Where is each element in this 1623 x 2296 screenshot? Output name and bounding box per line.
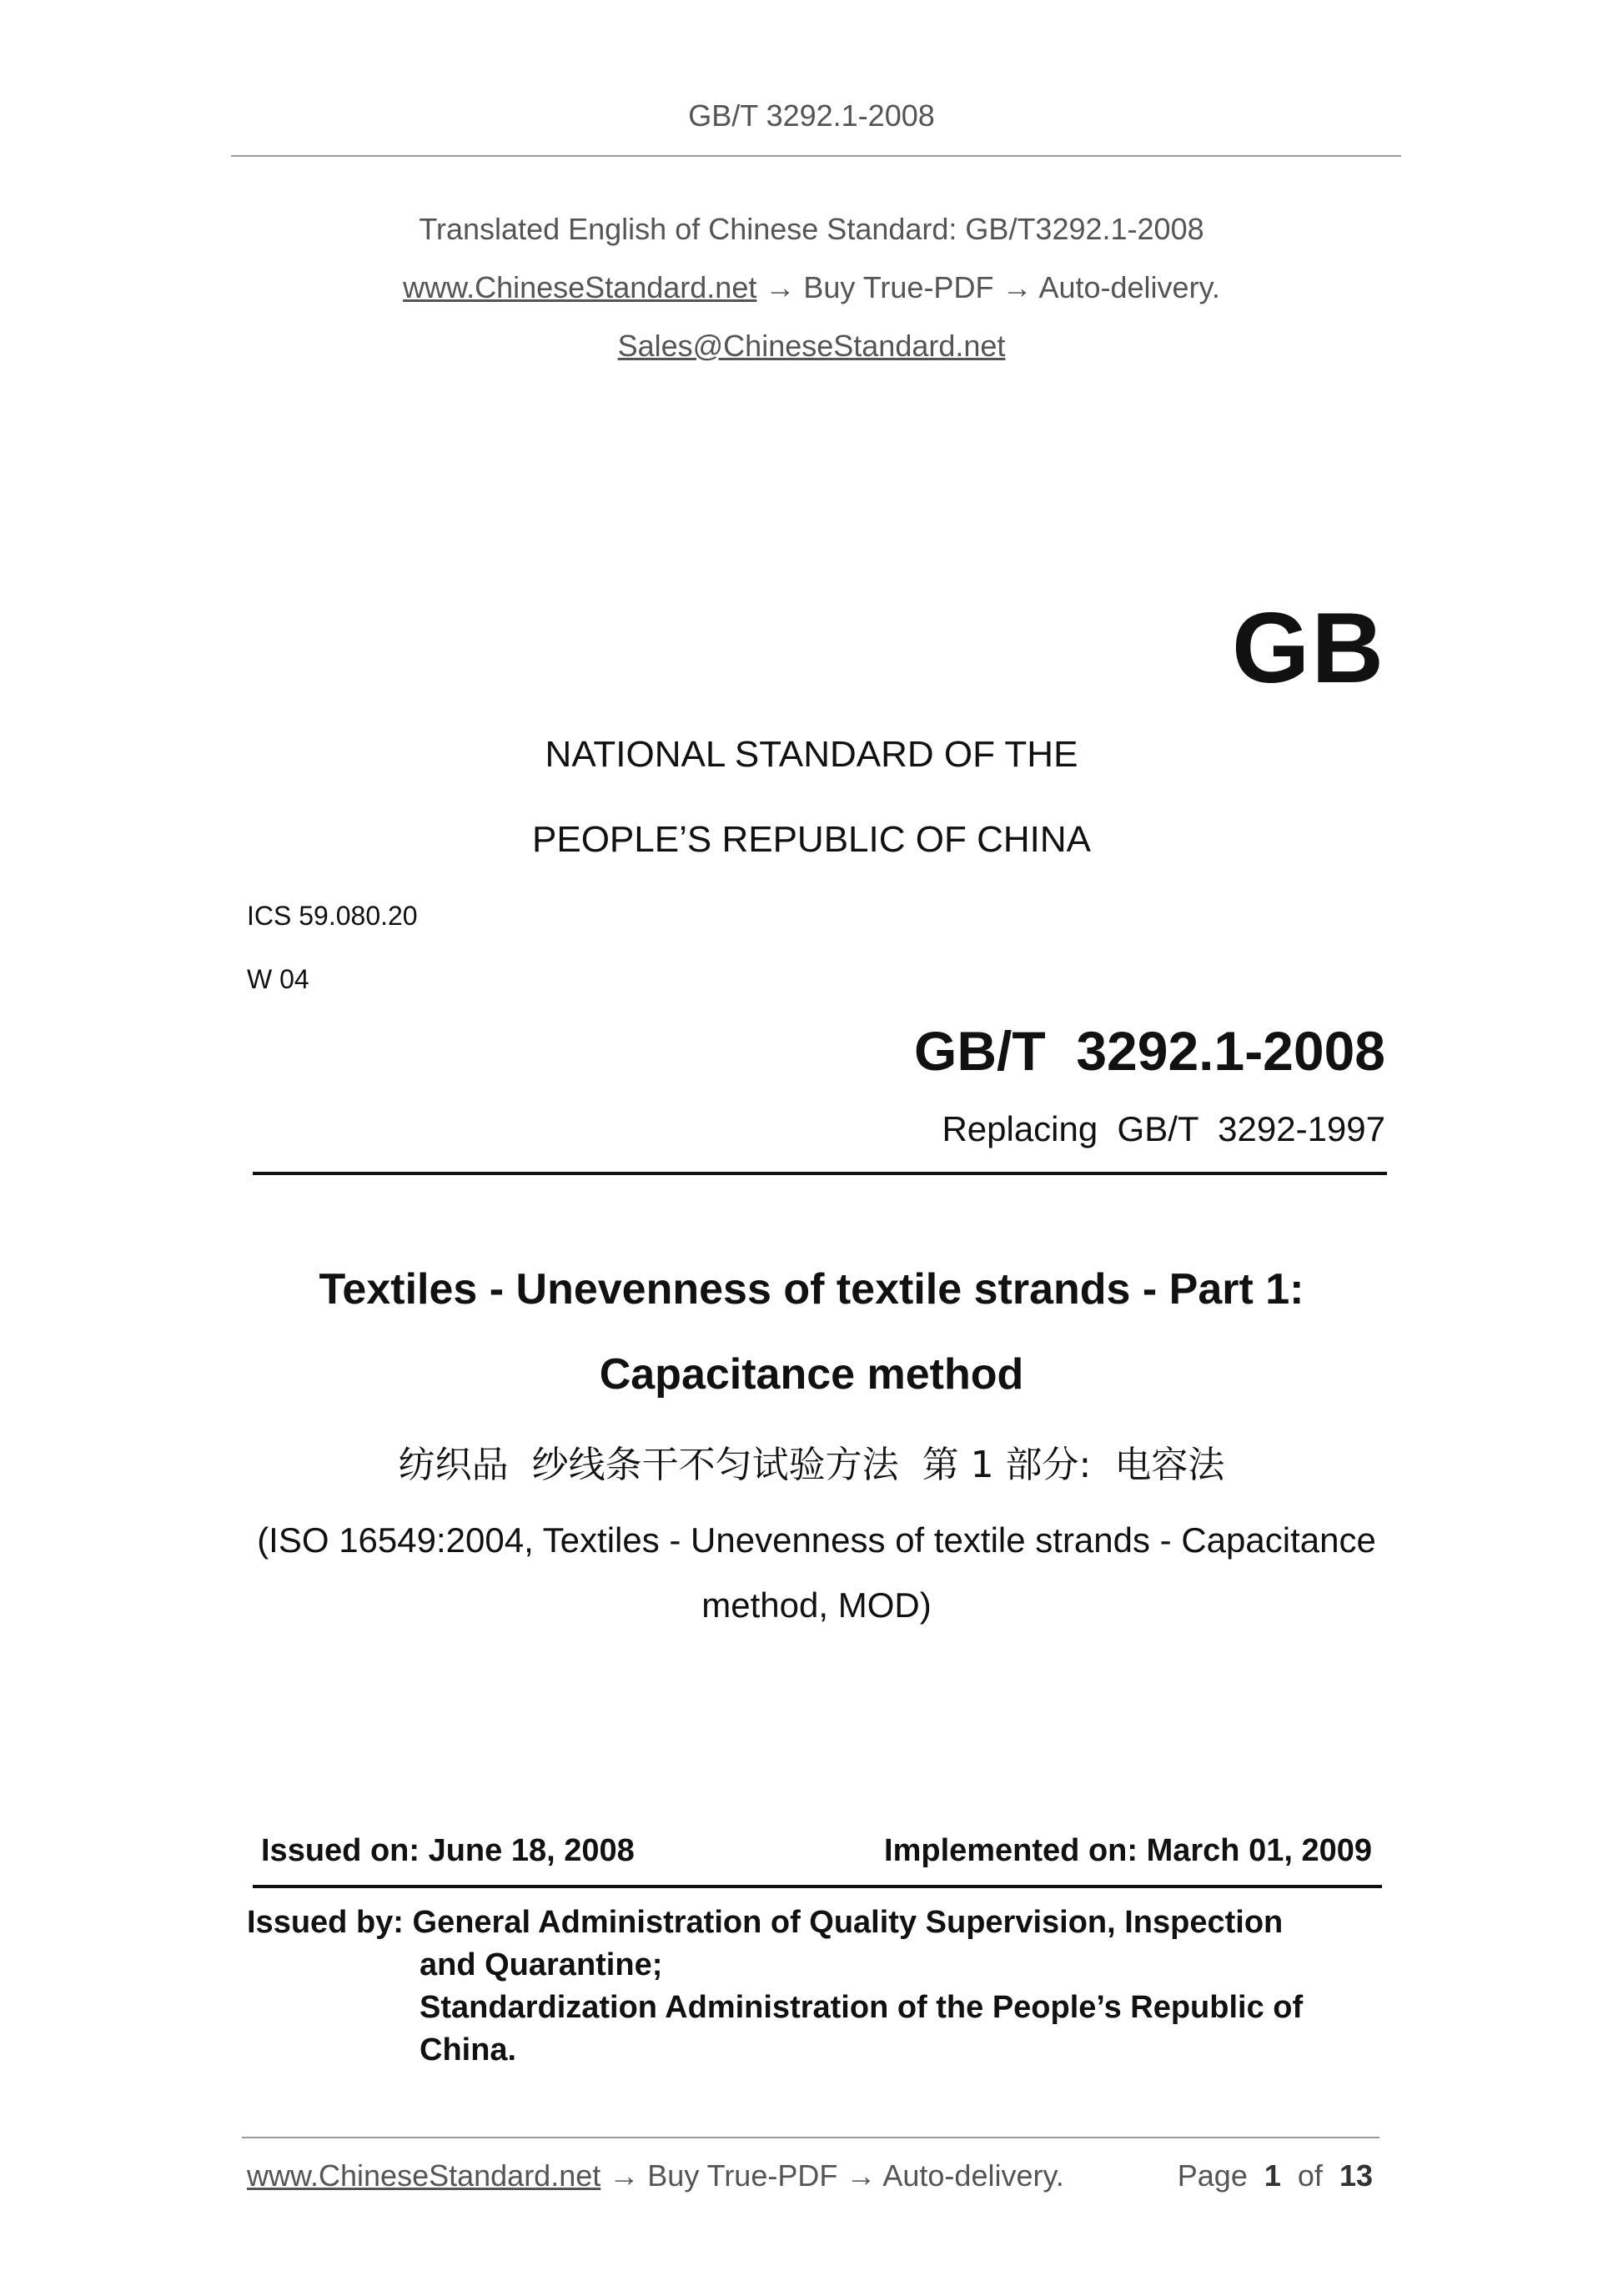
issued-by-block	[247, 1902, 1303, 2072]
email-line	[0, 329, 1623, 364]
translation-links-line	[0, 270, 1623, 305]
national-standard-line2: PEOPLE’S REPUBLIC OF CHINA	[532, 819, 1091, 860]
arrow-right-icon: →	[765, 270, 796, 304]
national-standard-line1: NATIONAL STANDARD OF THE	[545, 734, 1078, 775]
issuer-line3: Standardization Administration of the People’s Republic of	[420, 1990, 1304, 2025]
running-header: GB/T 3292.1-2008	[688, 98, 935, 133]
standard-divider	[253, 1172, 1387, 1175]
issued-on: Issued on: June 18, 2008	[261, 1833, 635, 1868]
website-link[interactable]: www.ChineseStandard.net	[403, 270, 757, 304]
replacing-note: Replacing GB/T 3292-1997	[942, 1109, 1385, 1148]
arrow-right-icon: →	[846, 2158, 877, 2193]
footer-auto-delivery: Auto-delivery.	[882, 2158, 1064, 2193]
issuer-line4: China.	[420, 2032, 517, 2067]
buy-true-pdf-text: Buy True-PDF	[803, 270, 994, 304]
chinese-title: 纺织品 纱线条干不匀试验方法 第 1 部分: 电容法	[398, 1444, 1225, 1486]
page-of: of	[1297, 2158, 1323, 2193]
dates-divider	[253, 1885, 1382, 1888]
issuer-line2: and Quarantine;	[420, 1947, 663, 1982]
iso-reference: (ISO 16549:2004, Textiles - Unevenness of textile strands - Capacitance method, MOD)	[257, 1520, 1376, 1625]
classification-code: W 04	[247, 964, 309, 994]
footer-website-link[interactable]: www.ChineseStandard.net	[247, 2158, 601, 2193]
page-total: 13	[1339, 2158, 1373, 2193]
issued-by-label: Issued by:	[247, 1905, 404, 1940]
auto-delivery-text: Auto-delivery.	[1038, 270, 1220, 304]
sales-email-link[interactable]: Sales@ChineseStandard.net	[617, 329, 1006, 363]
gb-logo: GB	[1232, 592, 1385, 704]
page-label: Page	[1177, 2158, 1248, 2193]
header-divider	[231, 155, 1401, 157]
arrow-right-icon: →	[1002, 270, 1033, 304]
implemented-on: Implemented on: March 01, 2009	[884, 1833, 1372, 1868]
issuer-line1: General Administration of Quality Supervision, Inspection	[412, 1905, 1284, 1940]
standard-number: GB/T 3292.1-2008	[914, 1020, 1385, 1082]
title-line2: Capacitance method	[599, 1350, 1024, 1399]
footer-links	[247, 2158, 1064, 2193]
page-indicator	[1178, 2158, 1373, 2193]
arrow-right-icon: →	[609, 2158, 640, 2193]
footer-divider	[242, 2137, 1379, 2138]
title-line1: Textiles - Unevenness of textile strands - Part 1:	[319, 1265, 1304, 1314]
page-current: 1	[1264, 2158, 1281, 2193]
translation-note: Translated English of Chinese Standard: GB/T3292.1-2008	[419, 212, 1204, 246]
footer-buy-text: Buy True-PDF	[647, 2158, 838, 2193]
ics-code: ICS 59.080.20	[247, 901, 418, 931]
